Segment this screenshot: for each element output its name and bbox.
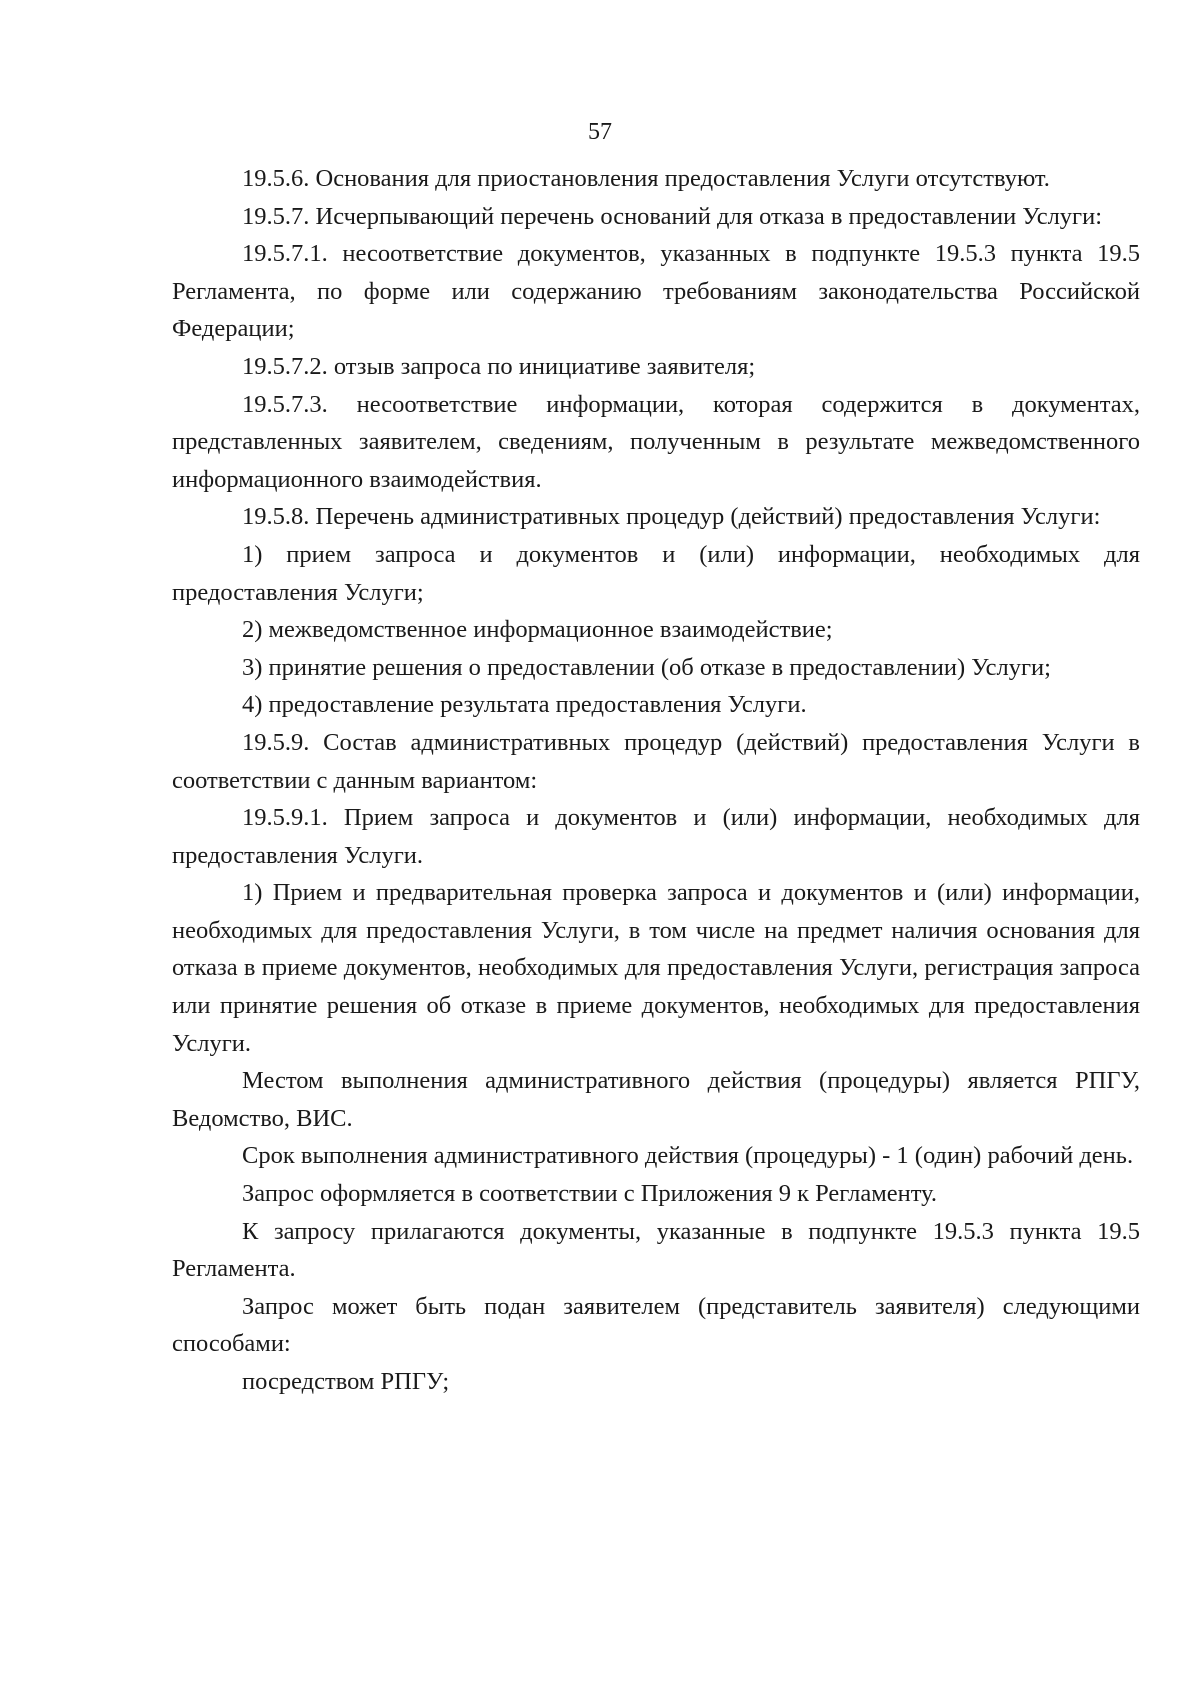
paragraph-19-5-7-2: 19.5.7.2. отзыв запроса по инициативе заявителя;	[242, 352, 756, 380]
paragraph-request-format: Запрос оформляется в соответствии с Приложения 9 к Регламенту.	[242, 1180, 937, 1208]
page-number: 57	[588, 119, 612, 145]
list-item-1: 1) прием запроса и документов и (или) информации, необходимых для предоставления Услуги;	[172, 540, 1140, 606]
paragraph-via-rpgu: посредством РПГУ;	[242, 1368, 450, 1395]
document-body	[172, 160, 1140, 1401]
paragraph-execution-term: Срок выполнения административного действия (процедуры) - 1 (один) рабочий день.	[242, 1142, 1134, 1170]
paragraph-request-attachments: К запросу прилагаются документы, указанные в подпункте 19.5.3 пункта 19.5 Регламента.	[172, 1217, 1140, 1283]
paragraph-19-5-7: 19.5.7. Исчерпывающий перечень оснований для отказа в предоставлении Услуги:	[242, 202, 1103, 230]
paragraph-19-5-9: 19.5.9. Состав административных процедур (действий) предоставления Услуги в соответствии с данным вариантом:	[172, 728, 1140, 794]
list-item-4: 4) предоставление результата предоставления Услуги.	[242, 691, 807, 719]
paragraph-19-5-8: 19.5.8. Перечень административных процедур (действий) предоставления Услуги:	[242, 503, 1101, 531]
procedure-item-1: 1) Прием и предварительная проверка запроса и документов и (или) информации, необходимых для предоставления Услуги, в том числе на предмет наличия основания для отказа в приеме документов, необходимых для предоставления Услуги, регистрация запроса или принятие решения об отказе в приеме документов, необходимых для предоставления Услуги.	[172, 879, 1140, 1057]
paragraph-submission-methods: Запрос может быть подан заявителем (представитель заявителя) следующими способами:	[172, 1292, 1140, 1358]
paragraph-19-5-6: 19.5.6. Основания для приостановления предоставления Услуги отсутствуют.	[242, 165, 1050, 192]
paragraph-place-of-execution: Местом выполнения административного действия (процедуры) является РПГУ, Ведомство, ВИС.	[172, 1067, 1140, 1132]
list-item-2: 2) межведомственное информационное взаимодействие;	[242, 616, 833, 644]
paragraph-19-5-7-1: 19.5.7.1. несоответствие документов, указанных в подпункте 19.5.3 пункта 19.5 Регламента, по форме или содержанию требованиям законодательства Российской Федерации;	[172, 240, 1140, 343]
paragraph-19-5-9-1: 19.5.9.1. Прием запроса и документов и (или) информации, необходимых для предоставления Услуги.	[172, 804, 1140, 869]
list-item-3: 3) принятие решения о предоставлении (об отказе в предоставлении) Услуги;	[242, 653, 1051, 681]
paragraph-19-5-7-3: 19.5.7.3. несоответствие информации, которая содержится в документах, представленных заявителем, сведениям, полученным в результате межведомственного информационного взаимодействия.	[172, 390, 1140, 493]
